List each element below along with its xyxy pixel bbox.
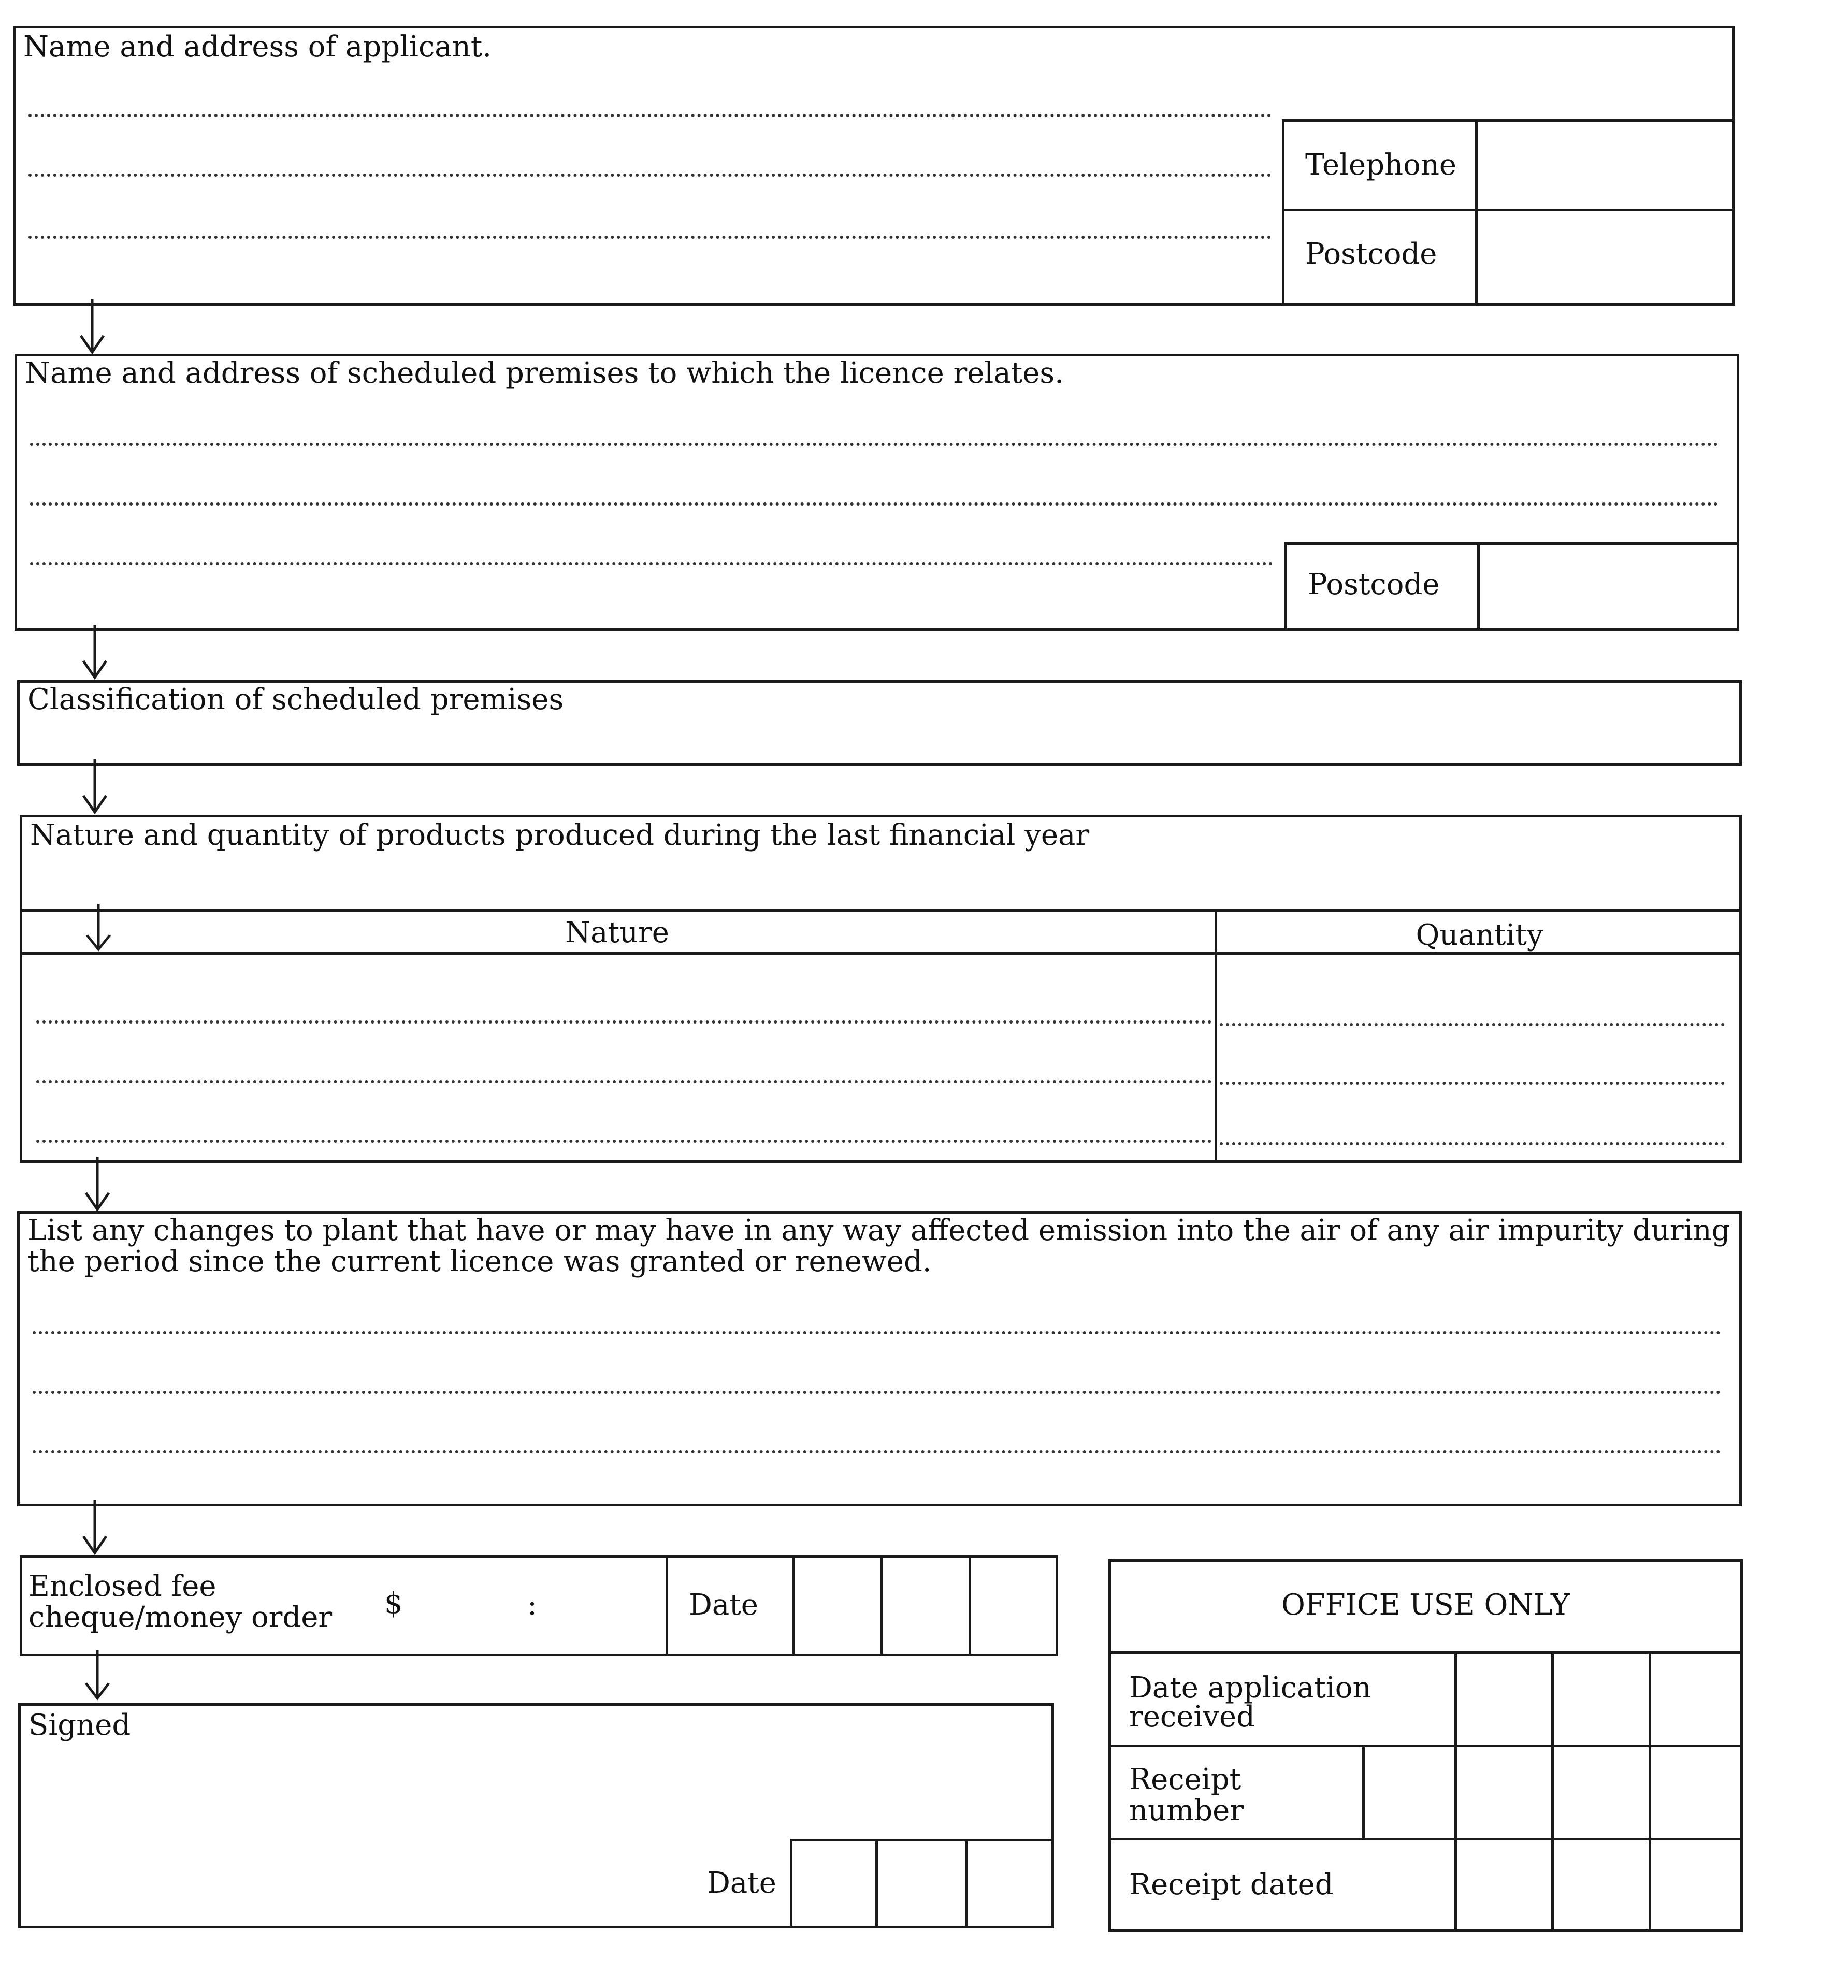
office-col-divider-1 — [1454, 1651, 1457, 1932]
fee-dollar-sign: $ — [384, 1587, 403, 1620]
changes-line-2[interactable] — [33, 1391, 1721, 1394]
applicant-contact-top-rule — [1282, 119, 1735, 122]
office-receipt-dated-cell-3[interactable] — [1652, 1841, 1740, 1929]
changes-line-3[interactable] — [33, 1450, 1721, 1453]
applicant-postcode-label: Postcode — [1305, 237, 1437, 271]
fee-date-day-cell[interactable] — [796, 1559, 879, 1654]
office-receipt-number-cell-4[interactable] — [1652, 1748, 1740, 1836]
products-quantity-line-1[interactable] — [1220, 1023, 1725, 1026]
premises-section — [15, 354, 1739, 631]
fee-colon: : — [527, 1588, 537, 1622]
fee-date-year-cell[interactable] — [972, 1559, 1055, 1654]
premises-postcode-divider-mid — [1477, 542, 1480, 631]
classification-heading: Classification of scheduled premises — [27, 683, 564, 716]
signed-date-cell-divider-1 — [790, 1839, 792, 1928]
fee-date-month-cell[interactable] — [884, 1559, 967, 1654]
premises-postcode-top-rule — [1284, 542, 1738, 545]
changes-line-1[interactable] — [33, 1331, 1721, 1334]
signed-date-cell-divider-2 — [875, 1839, 878, 1928]
premises-heading: Name and address of scheduled premises to which the licence relates. — [25, 356, 1064, 390]
premises-address-line-1[interactable] — [30, 443, 1719, 446]
signed-date-top-rule — [790, 1839, 1054, 1841]
signed-date-month-cell[interactable] — [879, 1842, 963, 1925]
applicant-postcode-field[interactable] — [1479, 212, 1733, 303]
products-nature-line-2[interactable] — [36, 1080, 1212, 1083]
office-receipt-number-cell-3[interactable] — [1555, 1748, 1646, 1836]
products-quantity-header: Quantity — [1416, 918, 1543, 952]
flow-arrow-icon — [77, 299, 108, 356]
flow-arrow-icon — [79, 625, 110, 682]
signed-date-label: Date — [707, 1866, 776, 1900]
office-receipt-number-cell-2[interactable] — [1458, 1748, 1549, 1836]
office-row-rule-1 — [1108, 1651, 1743, 1654]
signed-date-day-cell[interactable] — [793, 1842, 874, 1925]
office-receipt-number-cell-1[interactable] — [1366, 1748, 1452, 1836]
premises-address-line-2[interactable] — [30, 502, 1719, 506]
office-receipt-dated-label: Receipt dated — [1129, 1868, 1334, 1901]
flow-arrow-icon — [82, 1650, 113, 1702]
applicant-address-line-1[interactable] — [28, 114, 1272, 117]
flow-arrow-icon — [79, 1500, 110, 1557]
office-date-received-cell-1[interactable] — [1458, 1655, 1549, 1743]
office-row-rule-3 — [1108, 1838, 1743, 1840]
premises-postcode-label: Postcode — [1308, 568, 1440, 601]
office-col-divider-receipt-number — [1362, 1745, 1365, 1838]
office-receipt-dated-cell-1[interactable] — [1458, 1841, 1549, 1929]
products-quantity-line-3[interactable] — [1220, 1142, 1725, 1145]
changes-heading-line-2: the period since the current licence was granted or renewed. — [27, 1245, 932, 1278]
fee-date-cell-divider-1 — [792, 1555, 795, 1656]
applicant-heading: Name and address of applicant. — [23, 30, 492, 64]
products-quantity-line-2[interactable] — [1220, 1082, 1725, 1085]
signed-date-cell-divider-3 — [965, 1839, 968, 1928]
fee-label-line-1: Enclosed fee — [28, 1569, 216, 1603]
applicant-contact-divider-left — [1282, 119, 1284, 306]
applicant-contact-mid-rule — [1282, 209, 1735, 211]
products-section — [20, 815, 1742, 1163]
office-date-received-cell-3[interactable] — [1652, 1655, 1740, 1743]
applicant-contact-divider-mid — [1475, 119, 1478, 306]
flow-arrow-icon — [82, 1157, 113, 1214]
flow-arrow-icon — [83, 904, 114, 953]
office-date-received-cell-2[interactable] — [1555, 1655, 1646, 1743]
office-receipt-number-label-2: number — [1129, 1794, 1244, 1827]
office-row-rule-2 — [1108, 1745, 1743, 1747]
products-heading: Nature and quantity of products produced during the last financial year — [30, 818, 1090, 852]
fee-amount-field[interactable] — [414, 1562, 663, 1650]
office-date-received-label-1: Date application — [1129, 1671, 1371, 1705]
products-nature-line-1[interactable] — [36, 1020, 1212, 1024]
premises-postcode-field[interactable] — [1481, 546, 1735, 628]
products-header-top-rule — [20, 909, 1742, 912]
office-receipt-number-label-1: Receipt — [1129, 1763, 1241, 1796]
fee-date-cell-divider-2 — [880, 1555, 883, 1656]
changes-heading-line-1: List any changes to plant that have or may have in any way affected emission into the air of any air impurity during — [27, 1214, 1730, 1247]
signature-field[interactable] — [23, 1746, 790, 1922]
signed-date-year-cell[interactable] — [969, 1842, 1051, 1925]
fee-date-cell-divider-3 — [969, 1555, 971, 1656]
premises-address-line-3[interactable] — [30, 562, 1273, 565]
office-col-divider-3 — [1649, 1651, 1651, 1932]
signed-label: Signed — [28, 1708, 131, 1742]
fee-label-line-2: cheque/money order — [28, 1601, 333, 1634]
products-nature-header: Nature — [565, 916, 669, 949]
flow-arrow-icon — [79, 759, 110, 816]
office-date-received-label-2: received — [1129, 1700, 1255, 1734]
office-receipt-dated-cell-2[interactable] — [1555, 1841, 1646, 1929]
applicant-address-line-2[interactable] — [28, 174, 1272, 177]
applicant-address-line-3[interactable] — [28, 236, 1272, 239]
applicant-telephone-field[interactable] — [1479, 122, 1733, 208]
office-col-divider-2 — [1551, 1651, 1554, 1932]
premises-postcode-divider-left — [1284, 542, 1287, 631]
products-header-bottom-rule — [20, 952, 1742, 955]
office-use-title: OFFICE USE ONLY — [1281, 1588, 1570, 1622]
fee-date-label: Date — [689, 1588, 758, 1622]
products-nature-line-3[interactable] — [36, 1140, 1212, 1143]
applicant-telephone-label: Telephone — [1305, 148, 1457, 182]
fee-date-divider — [666, 1555, 668, 1656]
